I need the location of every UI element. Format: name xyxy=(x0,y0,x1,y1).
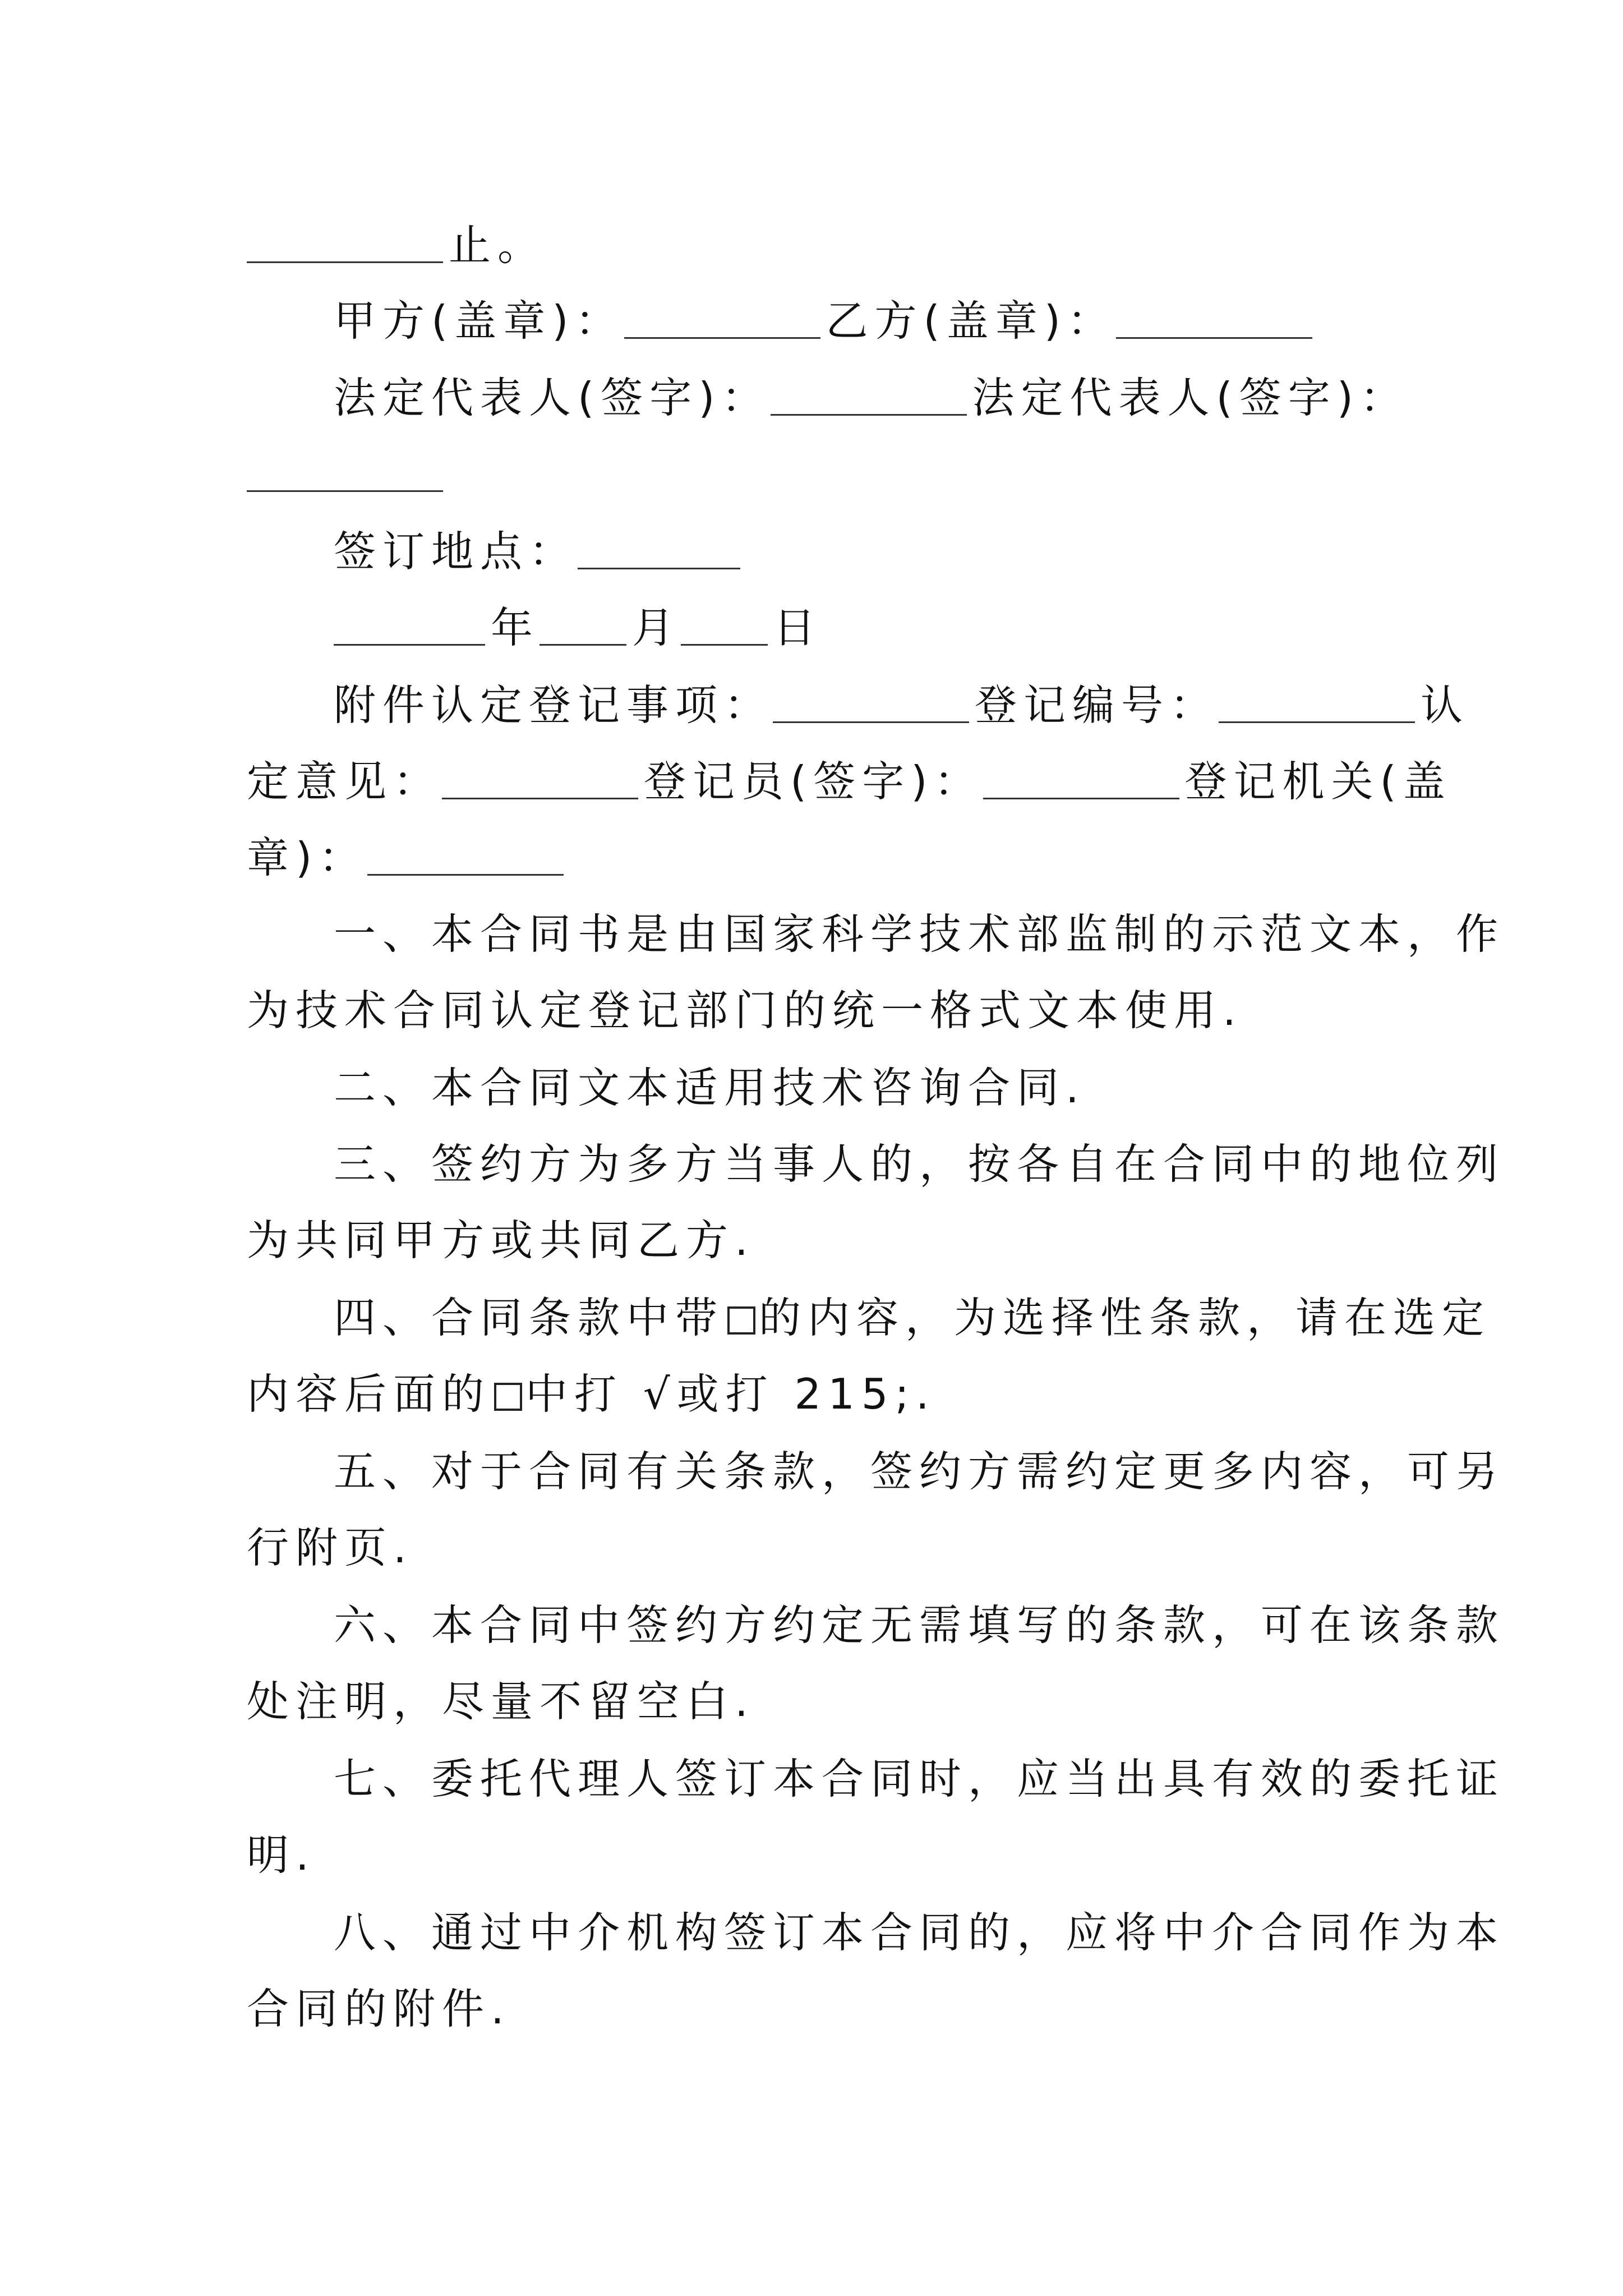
legal-rep-b-label: 法定代表人(签字)： xyxy=(972,373,1409,422)
reg-org-label: 登记机关(盖 xyxy=(1184,757,1452,806)
text-end: 止。 xyxy=(449,220,547,270)
party-a-seal-label: 甲方(盖章)： xyxy=(334,296,624,346)
opinion-label-end: 定意见： xyxy=(247,757,442,806)
month-field[interactable] xyxy=(540,609,626,646)
sign-place-label: 签订地点： xyxy=(334,527,578,576)
reg-org-label-end: 章)： xyxy=(247,833,368,882)
party-a-seal-field[interactable] xyxy=(624,302,820,339)
day-field[interactable] xyxy=(681,609,768,646)
note-8-line-2: 合同的附件. xyxy=(247,1984,511,2033)
attach-items-label: 附件认定登记事项： xyxy=(334,680,773,730)
note-4-line-1 xyxy=(334,1293,1491,1342)
attach-items-field[interactable] xyxy=(773,687,969,723)
day-label: 日 xyxy=(773,603,823,652)
line-legal-reps xyxy=(334,373,1409,422)
month-label: 月 xyxy=(632,603,681,652)
reg-no-label: 登记编号： xyxy=(975,680,1219,730)
note-8-line-1: 八、通过中介机构签订本合同的，应将中介合同作为本 xyxy=(334,1908,1505,1957)
note-4-line-2 xyxy=(247,1369,936,1419)
legal-rep-b-field[interactable] xyxy=(247,455,443,492)
note-1-line-1: 一、本合同书是由国家科学技术部监制的示范文本，作 xyxy=(334,909,1505,959)
note-5-line-1: 五、对于合同有关条款，签约方需约定更多内容，可另 xyxy=(334,1447,1505,1496)
reg-no-field[interactable] xyxy=(1219,687,1415,723)
line-party-seals xyxy=(334,296,1318,346)
note-2-line-1: 二、本合同文本适用技术咨询合同. xyxy=(334,1063,1086,1112)
sign-place-field[interactable] xyxy=(578,533,740,569)
line-sign-place xyxy=(334,527,746,576)
year-label: 年 xyxy=(491,603,540,652)
checkbox-icon xyxy=(727,1306,755,1335)
party-b-seal-label: 乙方(盖章)： xyxy=(826,296,1117,346)
line-reg-org xyxy=(247,833,569,882)
note-4-text-c: 内容后面的 xyxy=(247,1369,491,1419)
note-4-text-b: 的内容，为选择性条款，请在选定 xyxy=(759,1293,1491,1342)
note-7-line-1: 七、委托代理人签订本合同时，应当出具有效的委托证 xyxy=(334,1754,1505,1803)
year-field[interactable] xyxy=(334,609,485,646)
note-4-text-d: 中打 √或打 215;. xyxy=(525,1369,936,1419)
note-3-line-2: 为共同甲方或共同乙方. xyxy=(247,1216,755,1265)
note-6-line-2: 处注明，尽量不留空白. xyxy=(247,1677,755,1726)
party-b-seal-field[interactable] xyxy=(1116,302,1312,339)
registrar-field[interactable] xyxy=(983,763,1179,799)
note-1-line-2: 为技术合同认定登记部门的统一格式文本使用. xyxy=(247,986,1243,1035)
note-5-line-2: 行附页. xyxy=(247,1523,413,1572)
reg-org-field[interactable] xyxy=(367,839,564,876)
line-attach-items xyxy=(334,680,1470,730)
line-end-date xyxy=(247,220,547,270)
registrar-label: 登记员(签字)： xyxy=(644,757,983,806)
opinion-field[interactable] xyxy=(442,763,638,799)
legal-rep-a-field[interactable] xyxy=(771,379,967,416)
note-7-line-2: 明. xyxy=(247,1830,316,1880)
line-legal-rep-b-field xyxy=(247,453,449,495)
line-opinion xyxy=(247,757,1452,806)
legal-rep-a-label: 法定代表人(签字)： xyxy=(334,373,771,422)
note-6-line-1: 六、本合同中签约方约定无需填写的条款，可在该条款 xyxy=(334,1600,1505,1650)
opinion-label-start: 认 xyxy=(1421,680,1470,730)
blank-field[interactable] xyxy=(247,227,443,263)
note-3-line-1: 三、签约方为多方当事人的，按各自在合同中的地位列 xyxy=(334,1139,1505,1189)
note-4-text-a: 四、合同条款中带 xyxy=(334,1293,725,1342)
line-date xyxy=(334,603,823,652)
checkbox-icon xyxy=(494,1383,522,1411)
